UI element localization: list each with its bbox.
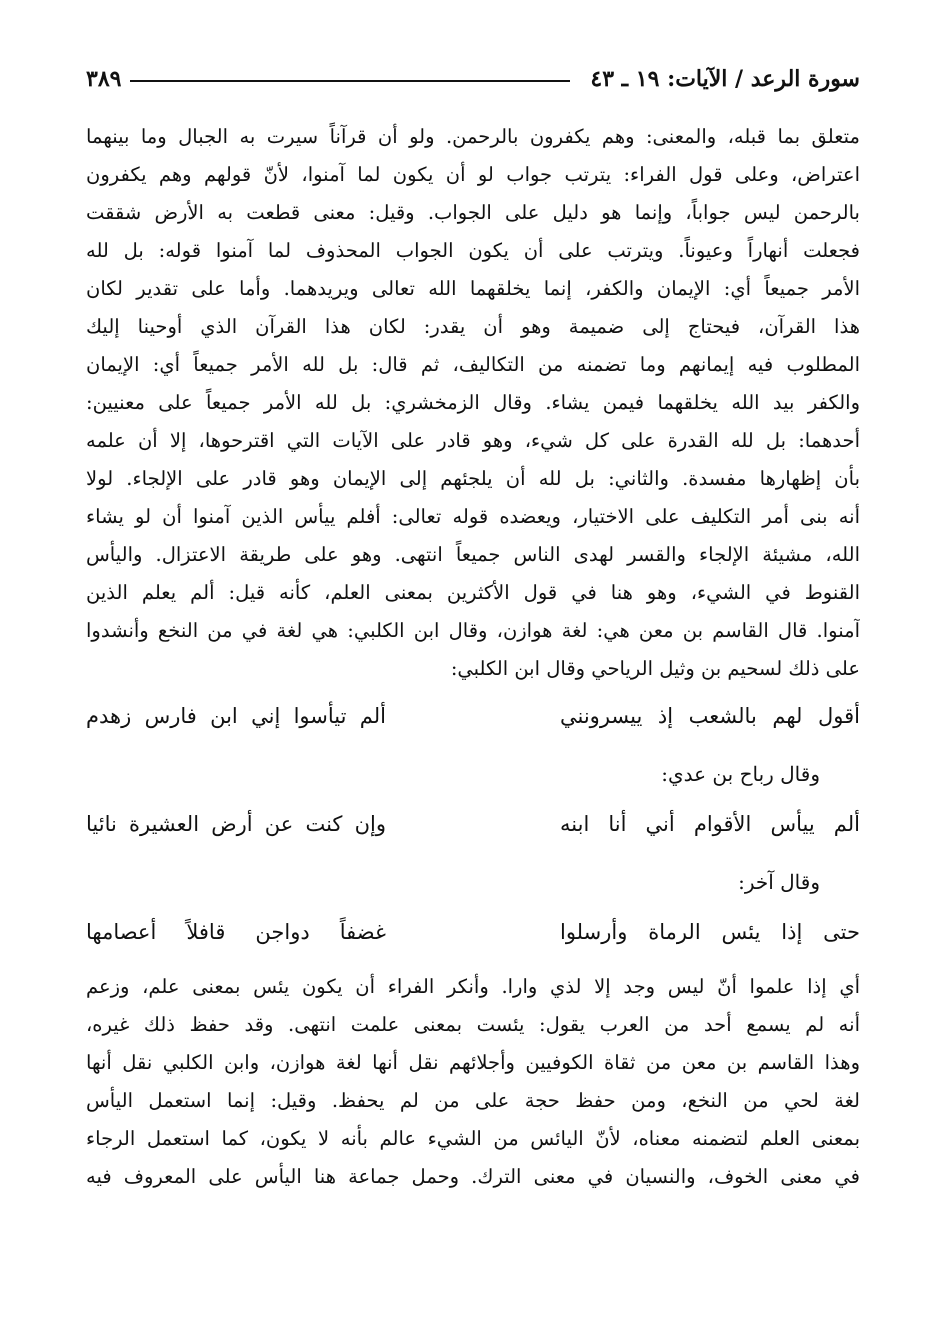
verse-first-hemistich: حتى إذا يئس الرماة وأرسلوا — [560, 920, 860, 944]
page-body — [86, 118, 860, 1196]
text-line: أنه بنى أمر التكليف على الاختيار، ويعضده قوله تعالى: أفلم ييأس الذين آمنوا أن لو يشاء — [86, 505, 860, 528]
text-line: بأن إظهارها مفسدة. والثاني: بل لله أن يلجئهم إلى الإيمان وهو قادر على الإلجاء. لولا — [86, 467, 860, 490]
text-line: على ذلك لسحيم بن وثيل الرياحي وقال ابن الكلبي: — [450, 657, 860, 680]
running-title: سورة الرعد / الآيات: ١٩ ـ ٤٣ — [590, 66, 860, 92]
text-line: الله، مشيئة الإلجاء والقسر لهدى الناس جميعاً انتهى. وهو على طريقة الاعتزال. واليأس — [86, 543, 860, 566]
page-header — [86, 60, 860, 100]
text-line: أحدهما: بل لله القدرة على كل شيء، وهو قادر على الآيات التي اقترحوها، إلا أن علمه — [86, 429, 860, 452]
poem-attribution: وقال آخر: — [738, 870, 820, 894]
text-line: أنه لم يسمع أحد من العرب يقول: يئست بمعنى علمت انتهى. وقد حفظ ذلك غيره، — [86, 1013, 860, 1036]
poem-attribution: وقال رباح بن عدي: — [661, 762, 820, 786]
text-line: الأمر جميعاً أي: الإيمان والكفر، إنما يخلقهما الله تعالى ويريدهما. وأما على تقدير لكان — [86, 277, 860, 300]
text-line: متعلق بما قبله، والمعنى: وهم يكفرون بالرحمن. ولو أن قرآناً سيرت به الجبال وما بينهما — [86, 125, 860, 148]
text-line: آمنوا. قال القاسم بن معن هي: لغة هوازن، وقال ابن الكلبي: هي لغة في من النخع وأنشدوا — [86, 619, 860, 642]
text-line: بالرحمن ليس جواباً، وإنما هو دليل على الجواب. وقيل: معنى قطعت به الأرض شققت — [86, 201, 860, 224]
text-line: وهذا القاسم بن معن من ثقاة الكوفيين وأجلائهم نقل أنها لغة هوازن، وابن الكلبي نقل أنها — [86, 1051, 860, 1074]
text-line: أي إذا علموا أنّ ليس وجد إلا لذي وارا. وأنكر الفراء أن يكون يئس بمعنى علم، وزعم — [86, 975, 860, 998]
text-line: القنوط في الشيء، وهو هنا في قول الأكثرين بمعنى العلم، كأنه قيل: ألم يعلم الذين — [86, 581, 860, 604]
text-line: هذا القرآن، فيحتاج إلى ضميمة وهو أن يقدر: لكان هذا القرآن الذي أوحينا إليك — [86, 315, 860, 338]
verse-first-hemistich: ألم ييأس الأقوام أني أنا ابنه — [560, 812, 860, 836]
poetry-verse — [86, 802, 860, 860]
text-line: بمعنى العلم لتضمنه معناه، لأنّ اليائس من الشيء عالم بأنه لا يكون، كما استعمل الرجاء — [86, 1127, 860, 1150]
poetry-verse — [86, 910, 860, 968]
text-line: في معنى الخوف، والنسيان في معنى الترك. وحمل جماعة هنا اليأس على المعروف فيه — [86, 1165, 860, 1188]
text-line: المطلوب فيه إيمانهم وما تضمنه من التكاليف، ثم قال: بل لله الأمر جميعاً أي: الإيمان — [86, 353, 860, 376]
page-number: ٣٨٩ — [86, 66, 122, 92]
text-line: لغة لحي من النخع، ومن حفظ حجة على من لم يحفظ. وقيل: إنما استعمل اليأس — [86, 1089, 860, 1112]
text-line: والكفر بيد الله يخلقهما فيمن يشاء. وقال الزمخشري: بل لله الأمر جميعاً على معنيين: — [86, 391, 860, 414]
text-line: فجعلت أنهاراً وعيوناً. ويترتب على أن يكون الجواب المحذوف لما آمنوا قوله: بل لله — [86, 239, 860, 262]
verse-second-hemistich: ألم تيأسوا إني ابن فارس زهدم — [86, 704, 386, 728]
verse-second-hemistich: وإن كنت عن أرض العشيرة نائيا — [86, 812, 386, 836]
text-line: اعتراض، وعلى قول الفراء: يترتب جواب لو أن يكون لما آمنوا، لأنّ قولهم وهم يكفرون — [86, 163, 860, 186]
verse-first-hemistich: أقول لهم بالشعب إذ ييسرونني — [560, 704, 860, 728]
verse-second-hemistich: غضفاً دواجن قافلاً أعصامها — [86, 920, 386, 944]
header-rule — [130, 80, 570, 82]
poetry-verse — [86, 694, 860, 752]
